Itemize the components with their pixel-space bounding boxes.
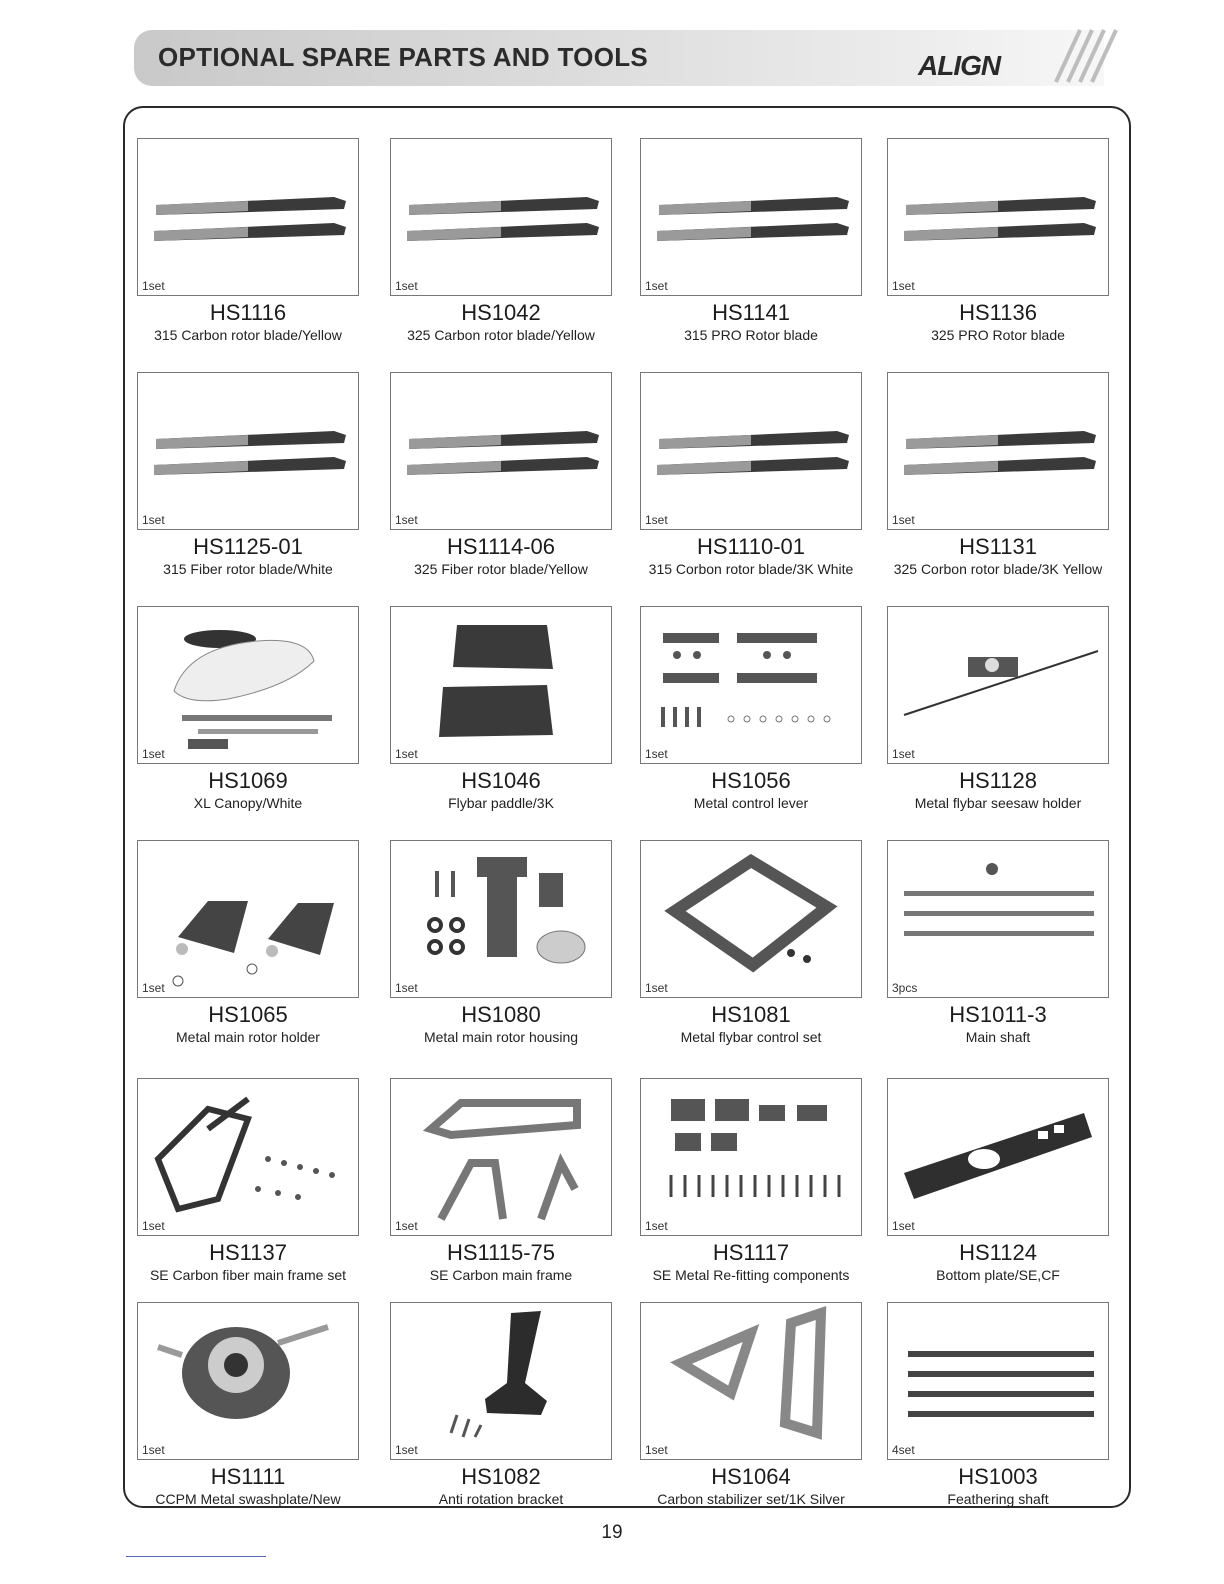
part-photo [137, 138, 359, 296]
part-description: 325 PRO Rotor blade [931, 327, 1065, 343]
part-quantity: 4set [892, 1443, 915, 1457]
part-photo [137, 1078, 359, 1236]
part-description: Main shaft [965, 1029, 1031, 1045]
part-quantity: 1set [395, 279, 418, 293]
part-photo [887, 1302, 1109, 1460]
part-description: 325 Carbon rotor blade/Yellow [407, 327, 595, 343]
part-description: 315 Corbon rotor blade/3K White [648, 561, 854, 577]
part-code: HS1131 [959, 534, 1037, 559]
part-description: SE Carbon fiber main frame set [149, 1267, 347, 1283]
part-card [887, 138, 1109, 352]
rotor-blades-icon [138, 139, 358, 295]
part-card [137, 606, 359, 820]
part-code: HS1081 [711, 1002, 791, 1027]
part-card [390, 1302, 612, 1516]
part-description: 315 Carbon rotor blade/Yellow [154, 327, 342, 343]
part-quantity: 1set [142, 513, 165, 527]
feathering-shaft-icon [888, 1303, 1108, 1459]
part-quantity: 1set [142, 279, 165, 293]
seesaw-holder-icon [888, 607, 1108, 763]
part-description: Flybar paddle/3K [448, 795, 554, 811]
part-quantity: 1set [142, 1443, 165, 1457]
part-card [887, 372, 1109, 586]
part-photo [640, 138, 862, 296]
part-quantity: 1set [892, 279, 915, 293]
part-code: HS1042 [461, 300, 541, 325]
part-description: XL Canopy/White [193, 795, 303, 811]
part-code: HS1080 [461, 1002, 541, 1027]
part-photo [640, 1302, 862, 1460]
part-photo [887, 606, 1109, 764]
part-quantity: 1set [395, 1443, 418, 1457]
part-quantity: 1set [892, 1219, 915, 1233]
rotor-holder-icon [138, 841, 358, 997]
part-photo [887, 372, 1109, 530]
part-photo [640, 840, 862, 998]
rotor-blades-icon [391, 373, 611, 529]
part-quantity: 1set [395, 513, 418, 527]
part-card [887, 1302, 1109, 1516]
part-description: SE Carbon main frame [429, 1267, 573, 1283]
part-quantity: 1set [395, 981, 418, 995]
part-card [137, 372, 359, 586]
part-photo [137, 606, 359, 764]
part-quantity: 1set [142, 981, 165, 995]
part-code: HS1128 [959, 768, 1037, 793]
part-code: HS1064 [711, 1464, 791, 1489]
part-card [640, 1078, 862, 1292]
part-code: HS1046 [461, 768, 541, 793]
part-photo [390, 1302, 612, 1460]
part-photo [137, 1302, 359, 1460]
part-description: Metal main rotor holder [176, 1029, 320, 1045]
part-photo [390, 840, 612, 998]
part-quantity: 1set [645, 513, 668, 527]
main-frame-set-icon [138, 1079, 358, 1235]
part-quantity: 3pcs [892, 981, 918, 995]
part-quantity: 1set [142, 1219, 165, 1233]
rotor-blades-icon [888, 139, 1108, 295]
part-code: HS1117 [712, 1240, 790, 1265]
part-description: Metal control lever [693, 795, 809, 811]
part-quantity: 1set [892, 747, 915, 761]
part-card [640, 840, 862, 1054]
part-description: 325 Fiber rotor blade/Yellow [414, 561, 588, 577]
part-card [640, 138, 862, 352]
part-code: HS1125-01 [193, 534, 303, 559]
part-card [640, 1302, 862, 1516]
part-description: Metal flybar control set [680, 1029, 822, 1045]
rotor-blades-icon [641, 373, 861, 529]
part-description: Metal main rotor housing [423, 1029, 579, 1045]
part-code: HS1111 [210, 1464, 286, 1489]
part-card [640, 606, 862, 820]
part-code: HS1011-3 [949, 1002, 1047, 1027]
part-description: Feathering shaft [947, 1491, 1049, 1507]
part-code: HS1082 [461, 1464, 541, 1489]
part-code: HS1114-06 [446, 534, 556, 559]
rotor-blades-icon [391, 139, 611, 295]
main-shaft-icon [888, 841, 1108, 997]
part-photo [137, 372, 359, 530]
part-quantity: 1set [645, 747, 668, 761]
part-description: Metal flybar seesaw holder [914, 795, 1082, 811]
part-code: HS1116 [209, 300, 287, 325]
part-quantity: 1set [395, 1219, 418, 1233]
part-quantity: 1set [645, 1443, 668, 1457]
part-photo [137, 840, 359, 998]
part-quantity: 1set [892, 513, 915, 527]
part-card [390, 138, 612, 352]
part-card [887, 1078, 1109, 1292]
part-card [137, 1078, 359, 1292]
part-description: Carbon stabilizer set/1K Silver [657, 1491, 845, 1507]
part-description: Bottom plate/SE,CF [936, 1267, 1060, 1283]
part-quantity: 1set [645, 279, 668, 293]
part-card [887, 840, 1109, 1054]
part-code: HS1110-01 [696, 534, 806, 559]
part-description: Anti rotation bracket [438, 1491, 564, 1507]
part-description: 325 Corbon rotor blade/3K Yellow [893, 561, 1103, 577]
part-card [137, 840, 359, 1054]
part-card [137, 138, 359, 352]
brand-logo: ALIGN [918, 50, 1001, 81]
part-description: 315 Fiber rotor blade/White [163, 561, 333, 577]
part-description: SE Metal Re-fitting components [652, 1267, 850, 1283]
part-code: HS1056 [711, 768, 791, 793]
part-card [640, 372, 862, 586]
part-card [390, 1078, 612, 1292]
part-photo [887, 1078, 1109, 1236]
rotor-blades-icon [888, 373, 1108, 529]
part-code: HS1136 [959, 300, 1037, 325]
refitting-components-icon [641, 1079, 861, 1235]
rotor-blades-icon [138, 373, 358, 529]
rotor-blades-icon [641, 139, 861, 295]
swashplate-icon [138, 1303, 358, 1459]
logo-stripes-icon [1040, 28, 1120, 84]
part-code: HS1069 [208, 768, 288, 793]
part-quantity: 1set [395, 747, 418, 761]
part-code: HS1137 [209, 1240, 287, 1265]
part-description: 315 PRO Rotor blade [684, 327, 818, 343]
canopy-icon [138, 607, 358, 763]
anti-rotation-bracket-icon [391, 1303, 611, 1459]
part-photo [390, 138, 612, 296]
part-photo [390, 372, 612, 530]
rotor-housing-icon [391, 841, 611, 997]
bottom-plate-icon [888, 1079, 1108, 1235]
stabilizer-icon [641, 1303, 861, 1459]
part-photo [390, 1078, 612, 1236]
control-lever-icon [641, 607, 861, 763]
part-code: HS1115-75 [446, 1240, 556, 1265]
part-code: HS1065 [208, 1002, 288, 1027]
flybar-paddle-icon [391, 607, 611, 763]
part-description: CCPM Metal swashplate/New [155, 1491, 341, 1507]
part-card [137, 1302, 359, 1516]
part-card [390, 840, 612, 1054]
part-code: HS1003 [958, 1464, 1038, 1489]
part-photo [640, 372, 862, 530]
page-number: 19 [601, 1522, 623, 1543]
part-code: HS1124 [959, 1240, 1037, 1265]
part-quantity: 1set [645, 1219, 668, 1233]
flybar-control-icon [641, 841, 861, 997]
part-photo [390, 606, 612, 764]
part-photo [640, 1078, 862, 1236]
part-photo [887, 840, 1109, 998]
part-code: HS1141 [712, 300, 790, 325]
part-quantity: 1set [142, 747, 165, 761]
part-card [887, 606, 1109, 820]
part-photo [640, 606, 862, 764]
main-frame-icon [391, 1079, 611, 1235]
part-photo [887, 138, 1109, 296]
part-card [390, 372, 612, 586]
part-card [390, 606, 612, 820]
page-title: OPTIONAL SPARE PARTS AND TOOLS [158, 42, 649, 72]
part-quantity: 1set [645, 981, 668, 995]
footer-rule [126, 1556, 266, 1557]
